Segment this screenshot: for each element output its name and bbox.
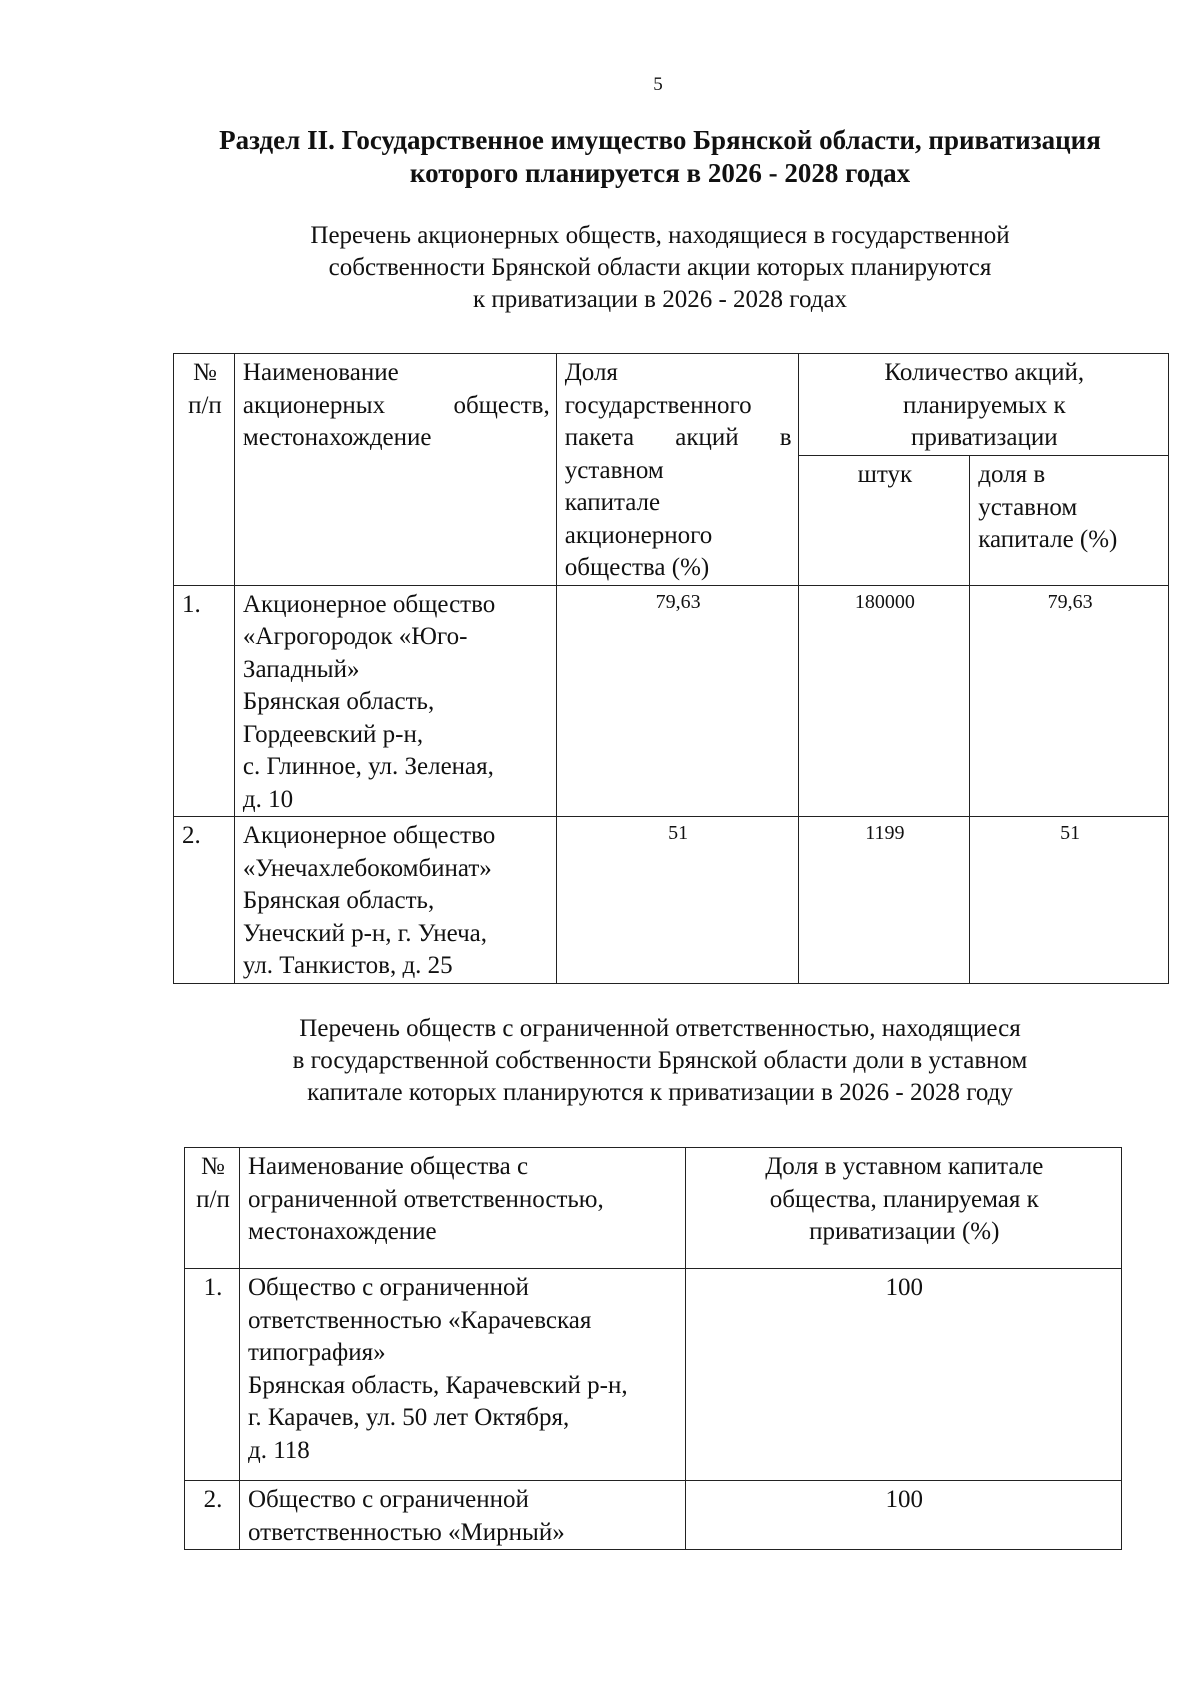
name-line: Общество с ограниченной — [247, 1486, 529, 1513]
name-line: Брянская область, — [242, 688, 435, 715]
row-name — [234, 585, 556, 817]
row-share: 79,63 — [556, 585, 798, 817]
name-line: «Унечахлебокомбинат» — [242, 854, 492, 882]
name-line: д. 118 — [247, 1436, 310, 1464]
name-line: Общество с ограниченной — [247, 1274, 529, 1301]
header-pieces: штук — [798, 456, 970, 586]
table-header-row — [185, 1148, 1122, 1269]
header-line: общества (%) — [564, 554, 710, 581]
header-line: Доля — [564, 359, 618, 386]
row-share: 100 — [685, 1481, 1121, 1550]
row-share: 100 — [685, 1269, 1121, 1481]
header-line: местонахождение — [242, 424, 432, 451]
heading-line: собственности Брянской области акции которых планируются — [328, 254, 992, 281]
row-num: 1. — [174, 585, 235, 817]
header-line: акционерных обществ, — [242, 391, 550, 419]
row-name — [239, 1481, 685, 1550]
header-line: государственного — [564, 391, 752, 419]
name-line: типография» — [247, 1339, 386, 1366]
row-num: 2. — [174, 817, 235, 984]
header-line: уставном — [564, 456, 664, 484]
header-line: общества, планируемая к — [769, 1185, 1039, 1213]
header-line: приватизации (%) — [809, 1218, 1000, 1245]
header-line: Доля в уставном капитале — [765, 1153, 1044, 1180]
header-line: № — [193, 359, 217, 386]
heading-line: капитале которых планируются к приватизации в 2026 - 2028 году — [307, 1079, 1013, 1106]
name-line: «Агрогородок «Юго- — [242, 623, 468, 650]
joint-stock-list-heading — [180, 220, 1140, 316]
name-line: ответственностью «Карачевская — [247, 1306, 592, 1334]
header-name — [234, 354, 556, 586]
name-line: г. Карачев, ул. 50 лет Октября, — [247, 1404, 570, 1431]
header-line: уставном — [978, 493, 1078, 521]
name-line: Унечский р-н, г. Унеча, — [242, 919, 488, 947]
header-num — [174, 354, 235, 586]
section-title-line: Раздел II. Государственное имущество Брянской области, приватизация — [219, 125, 1101, 155]
row-name — [239, 1269, 685, 1481]
name-line: Западный» — [242, 655, 360, 683]
header-line: приватизации — [910, 424, 1058, 451]
name-line: ответственностью «Мирный» — [247, 1518, 565, 1546]
name-line: д. 10 — [242, 785, 294, 813]
header-share — [556, 354, 798, 586]
heading-line: Перечень акционерных обществ, находящиеся в государственной — [310, 222, 1010, 249]
table-row — [185, 1481, 1122, 1550]
name-line: Гордеевский р-н, — [242, 720, 424, 748]
header-line: п/п — [196, 1185, 230, 1213]
table-row — [174, 585, 1169, 817]
header-line: Количество акций, — [884, 359, 1085, 386]
header-name — [239, 1148, 685, 1269]
table-header-row — [174, 354, 1169, 456]
heading-line: к приватизации в 2026 - 2028 годах — [472, 286, 848, 313]
row-share: 51 — [556, 817, 798, 984]
name-line: Акционерное общество — [242, 822, 496, 849]
row-num: 2. — [185, 1481, 240, 1550]
llc-list-heading — [200, 1013, 1120, 1109]
row-charter-share: 79,63 — [970, 585, 1169, 817]
name-line: с. Глинное, ул. Зеленая, — [242, 753, 494, 780]
header-line: п/п — [188, 391, 222, 419]
table-row — [185, 1269, 1122, 1481]
header-line: № — [201, 1153, 225, 1180]
header-qty — [798, 354, 1168, 456]
header-line: доля в — [978, 461, 1046, 488]
joint-stock-table — [173, 353, 1169, 984]
table-row — [174, 817, 1169, 984]
header-line: капитале (%) — [978, 526, 1118, 553]
header-line: ограниченной ответственностью, — [247, 1185, 604, 1213]
name-line: Брянская область, — [242, 887, 435, 914]
header-line: капитале — [564, 489, 661, 516]
heading-line: Перечень обществ с ограниченной ответственностью, находящиеся — [299, 1015, 1021, 1042]
row-name — [234, 817, 556, 984]
section-title — [140, 124, 1180, 190]
header-line: пакета акций в — [564, 424, 792, 451]
name-line: ул. Танкистов, д. 25 — [242, 952, 453, 979]
header-num — [185, 1148, 240, 1269]
row-num: 1. — [185, 1269, 240, 1481]
header-charter-share — [970, 456, 1169, 586]
header-line: Наименование общества с — [247, 1153, 529, 1180]
row-charter-share: 51 — [970, 817, 1169, 984]
header-line: акционерного — [564, 521, 713, 549]
header-line: местонахождение — [247, 1218, 437, 1245]
name-line: Брянская область, Карачевский р-н, — [247, 1371, 628, 1399]
heading-line: в государственной собственности Брянской области доли в уставном — [292, 1047, 1028, 1074]
header-share — [685, 1148, 1121, 1269]
row-pieces: 1199 — [798, 817, 970, 984]
llc-table — [184, 1147, 1122, 1550]
name-line: Акционерное общество — [242, 590, 496, 618]
header-line: планируемых к — [902, 391, 1066, 419]
page-number: 5 — [653, 74, 663, 95]
section-title-line: которого планируется в 2026 - 2028 годах — [409, 158, 911, 188]
row-pieces: 180000 — [798, 585, 970, 817]
header-line: Наименование — [242, 359, 399, 386]
